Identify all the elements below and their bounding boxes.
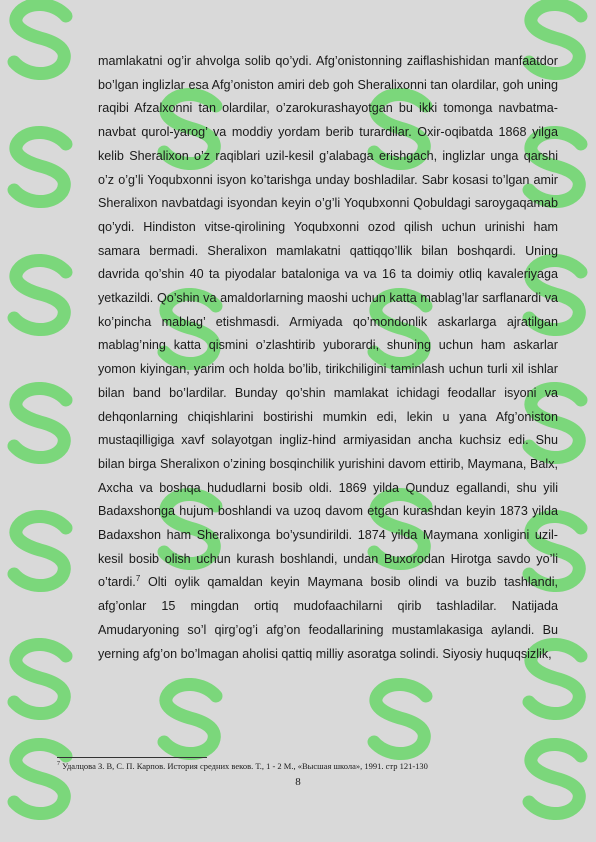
footnote <box>57 761 557 771</box>
body-text <box>98 50 558 666</box>
body-paragraph <box>98 50 558 666</box>
footnote-divider <box>57 757 207 758</box>
footnote-number: 7 <box>57 761 60 768</box>
body-text-part-2: Olti oylik qamaldan keyin Maymana bosib olindi va buzib tashlandi, afg’onlar 15 mingdan ortiq mudofaachilarni qirib tashladilar. Natijada Amudaryoning so’l qirg’og’i afg’on feodallarining mustamlakasiga aylandi. Bu yerning afg’on bo’lmagan aholisi qattiq milliy asoratga solindi. Siyosiy huquqsizlik, <box>98 575 558 661</box>
page-number: 8 <box>295 776 301 788</box>
body-text-part-1: mamlakatni og’ir ahvolga solib qo’ydi. Afg’onistonning zaiflashishidan manfaatdor bo’lgan inglizlar esa Afg’oniston amiri deb goh Sheralixonni tan olardilar, goh uning raqibi Afzalxonni tan olardilar, o’zarokurashayotgan bu ikki tomonga navbatma-navbat qurol-yarog’ va moddiy yordam berib turardilar. Oxir-oqibatda 1868 yilga kelib Sheralixon o’z raqiblari uzil-kesil g’alabaga erishgach, inglizlar unga qarshi o’z o’g’li Yoqubxonni isyon ko’tarishga unday boshladilar. Sabr kosasi to’lgan amir Sheralixon navbatdagi isyondan keyin o’g’li Yoqubxonni Qobuldagi saroygaqamab qo’ydi. Hindiston vitse-qirolining Yoqubxonni ozod qilish uchun urinishi ham samara bermadi. Sheralixon mamlakatni qattiqqo’llik bilan boshqardi. Uning davrida qo’shin 40 ta piyodalar bataloniga va va 16 ta doimiy otliq kavaleriyaga yetkazildi. Qo’shin va amaldorlarning maoshi uchun katta mablag’lar sarflanardi va ko’pincha mablag’ etishmasdi. Armiyada qo’mondonlik askarlarga ajratilgan mablag’ning katta qismini o’zlashtirib yuborardi, shuning uchun ham askarlar yomon kiyingan, yarim och holda bo’lib, tirikchiligini taminlash uchun turli xil ishlar bilan band bo’lardilar. Bunday qo’shin mamlakat ichidagi feodallar isyoni va dehqonlarning chiqishlarini bostirishi mumkin edi, lekin u yana Afg’oniston mustaqilligiga xavf solayotgan ingliz-hind armiyasidan ancha kuchsiz edi. Shu bilan birga Sheralixon o’zining bosqinchilik yurishini davom ettirib, Maymana, Balx, Axcha va boshqa hududlarni bosib oldi. 1869 yilda Qunduz egallandi, shu yili Badaxshonga hujum boshlandi va uzoq davom etgan kurashdan keyin 1873 yilda Badaxshon ham Sheralixonga bo’ysundirildi. 1874 yilda Maymana xonligini uzil-kesil bosib olish uchun kurash boshlandi, undan Buxorodan Hirotga savdo yo’li o’tardi. <box>98 54 558 590</box>
footnote-text: Удалцова З. В, С. П. Карпов. История средних веков. Т., 1 - 2 М., «Высшая школа», 1991. стр 121-130 <box>60 761 428 771</box>
footnote-reference[interactable]: 7 <box>135 574 141 584</box>
